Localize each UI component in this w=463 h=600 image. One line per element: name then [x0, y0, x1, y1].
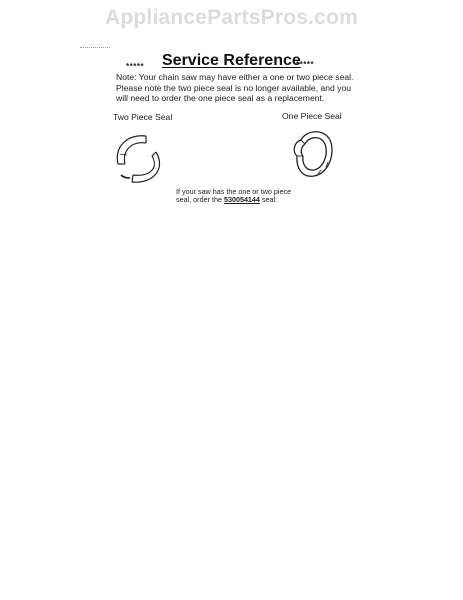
stars-right: *****: [296, 60, 315, 69]
one-piece-seal-label: One Piece Seal: [282, 111, 342, 121]
scan-mark: [80, 47, 110, 49]
stars-left: *****: [126, 62, 145, 71]
heading-row: [0, 52, 463, 72]
upper-seal-half: [117, 136, 146, 164]
two-piece-seal-icon: [108, 128, 172, 188]
instruction-text-after: seal.: [259, 195, 278, 205]
order-instruction: [176, 188, 296, 205]
instruction-text-before: If your saw has the one or two piece seal, order the: [176, 187, 292, 205]
one-piece-seal-icon: [288, 126, 338, 182]
note-text: Note: Your chain saw may have either a one or two piece seal. Please note the two piece seal is no longer available, and you will need to order the one piece seal as a replacement.: [116, 72, 354, 103]
part-number: 530054144: [223, 195, 260, 205]
page-title: Service Reference: [162, 52, 301, 69]
lower-seal-half: [121, 152, 160, 182]
two-piece-seal-label: Two Piece Seal: [113, 112, 173, 122]
watermark: AppliancePartsPros.com: [105, 6, 358, 29]
